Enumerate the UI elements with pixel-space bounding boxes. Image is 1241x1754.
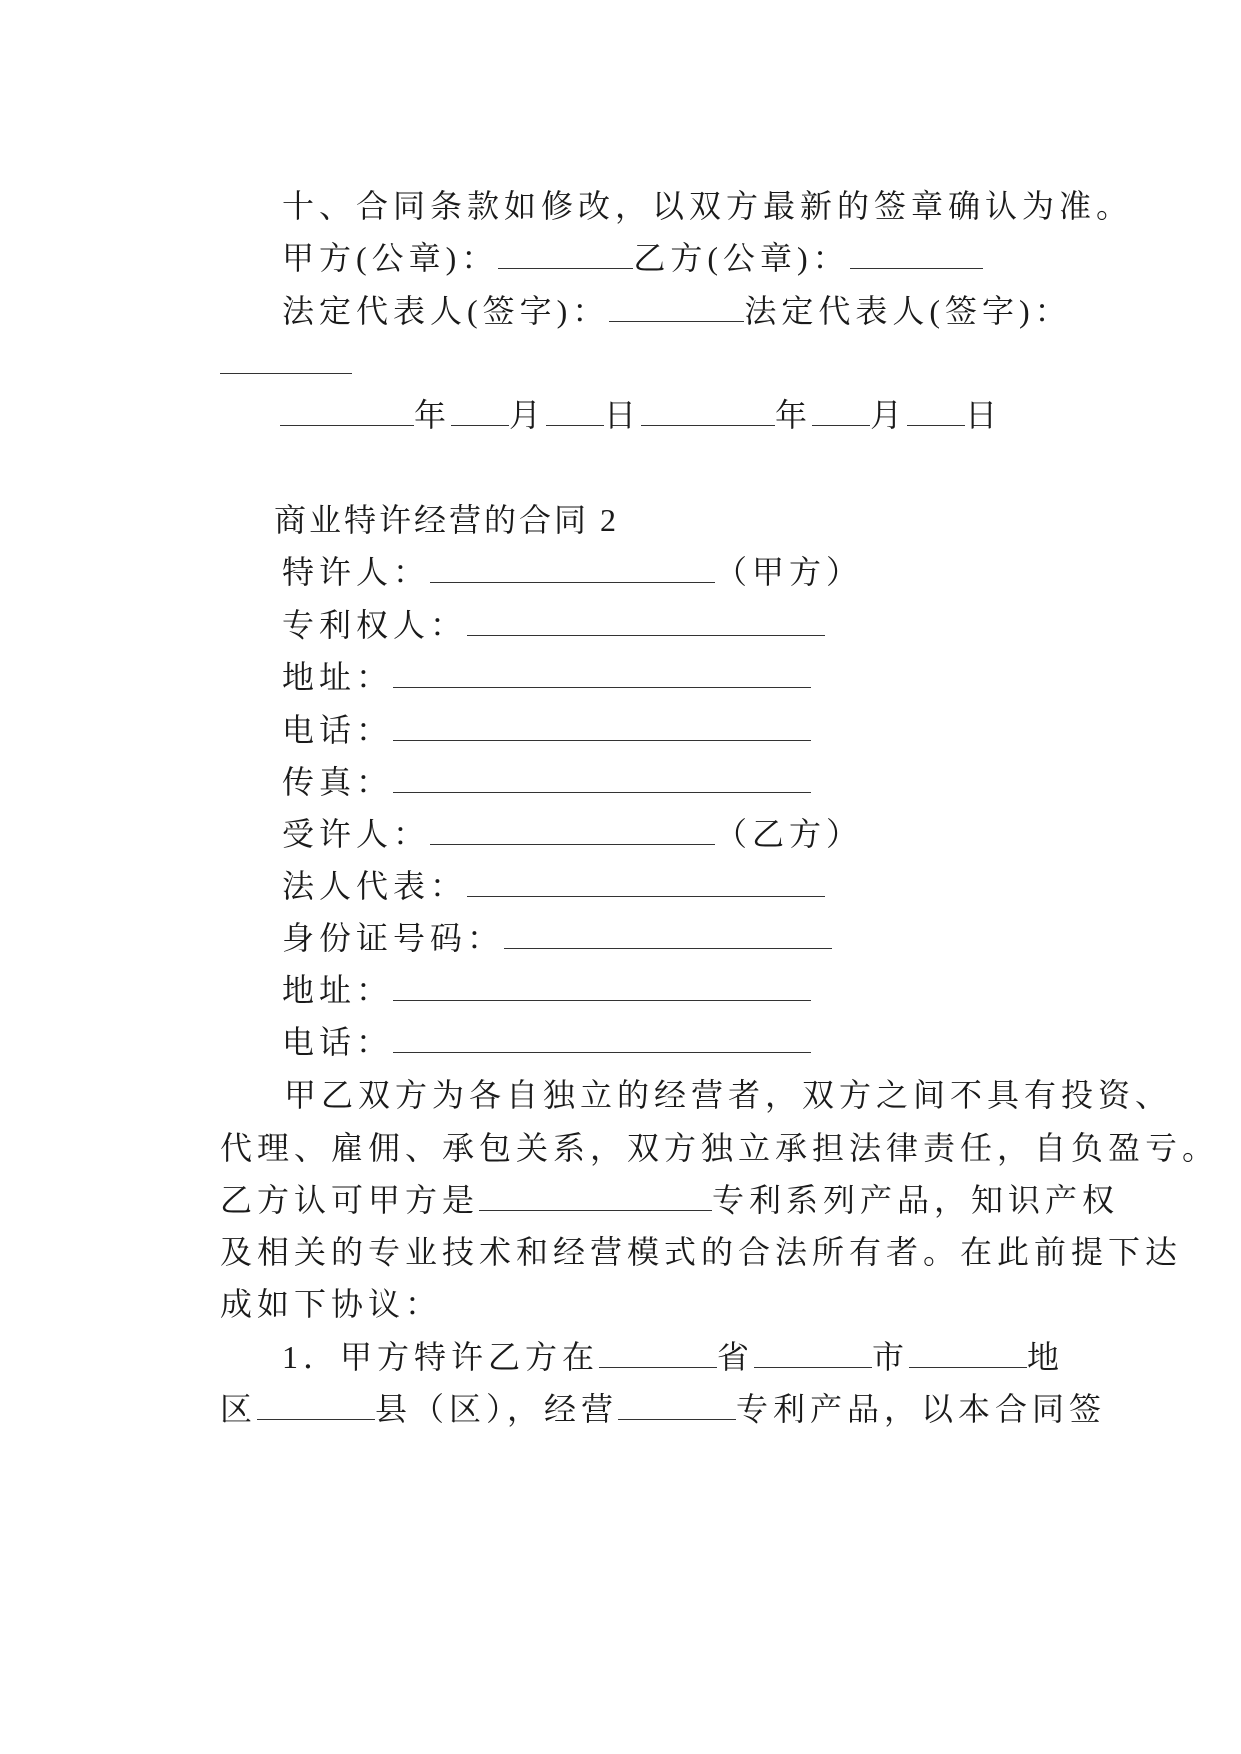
- intro-text-3a: 乙方认可甲方是: [220, 1182, 480, 1218]
- day-b-blank: [907, 395, 965, 426]
- franchisor-label: 特许人：: [282, 554, 431, 590]
- day-a-blank: [546, 395, 604, 426]
- intro-text-3b: 专利系列产品，知识产权: [712, 1182, 1120, 1218]
- legal-rep-line: [230, 251, 1072, 371]
- rep-b-label: 法定代表人(签字)：: [744, 293, 1072, 329]
- date-line: [228, 355, 1002, 475]
- party-b-tag: （乙方）: [715, 816, 864, 852]
- rep-a-blank: [609, 291, 744, 322]
- year-a-blank: [280, 395, 414, 426]
- county-blank: [257, 1389, 375, 1420]
- year-b-label: 年: [775, 397, 813, 433]
- month-b-blank: [812, 395, 870, 426]
- legal-rep-label: 法人代表：: [282, 868, 468, 904]
- clause-1-text-c: 专利产品，以本合同签: [736, 1391, 1107, 1427]
- operate-product-blank: [618, 1389, 736, 1420]
- month-a-label: 月: [509, 397, 547, 433]
- intro-text-1: 甲乙双方为各自独立的经营者，双方之间不具有投资、: [284, 1077, 1173, 1113]
- intro-text-2: 代理、雇佣、承包关系，双方独立承担法律责任，自负盈亏。: [220, 1130, 1220, 1166]
- id-number-label: 身份证号码：: [282, 920, 505, 956]
- clause-1-text-b: 区: [220, 1391, 258, 1427]
- year-a-label: 年: [414, 397, 452, 433]
- county-label: 县（区），经营: [375, 1391, 619, 1427]
- address-label-1: 地址：: [282, 659, 394, 695]
- day-a-label: 日: [604, 397, 642, 433]
- region-label: 地: [1027, 1339, 1065, 1375]
- intro-text-5: 成如下协议：: [220, 1286, 443, 1322]
- contract-title-text: 商业特许经营的合同 2: [274, 502, 620, 538]
- franchisee-label: 受许人：: [282, 816, 431, 852]
- clause-1-text-a: 1．甲方特许乙方在: [282, 1339, 600, 1375]
- province-label: 省: [717, 1339, 755, 1375]
- month-b-label: 月: [870, 397, 908, 433]
- year-b-blank: [641, 395, 775, 426]
- patentee-label: 专利权人：: [282, 607, 468, 643]
- clause-1-line-2: [168, 1349, 1106, 1469]
- fax-label: 传真：: [282, 764, 394, 800]
- party-a-tag: （甲方）: [715, 554, 864, 590]
- party-a-seal-label: 甲方(公章)：: [282, 240, 499, 276]
- city-label: 市: [872, 1339, 910, 1375]
- address-label-2: 地址：: [282, 972, 394, 1008]
- phone-label-1: 电话：: [282, 712, 394, 748]
- rep-a-label: 法定代表人(签字)：: [282, 293, 610, 329]
- clause-10-text: 十、合同条款如修改，以双方最新的签章确认为准。: [282, 188, 1134, 224]
- phone-label-2: 电话：: [282, 1024, 394, 1060]
- intro-text-4: 及相关的专业技术和经营模式的合法所有者。在此前提下达: [220, 1234, 1183, 1270]
- day-b-label: 日: [965, 397, 1003, 433]
- party-b-seal-label: 乙方(公章)：: [633, 240, 850, 276]
- month-a-blank: [451, 395, 509, 426]
